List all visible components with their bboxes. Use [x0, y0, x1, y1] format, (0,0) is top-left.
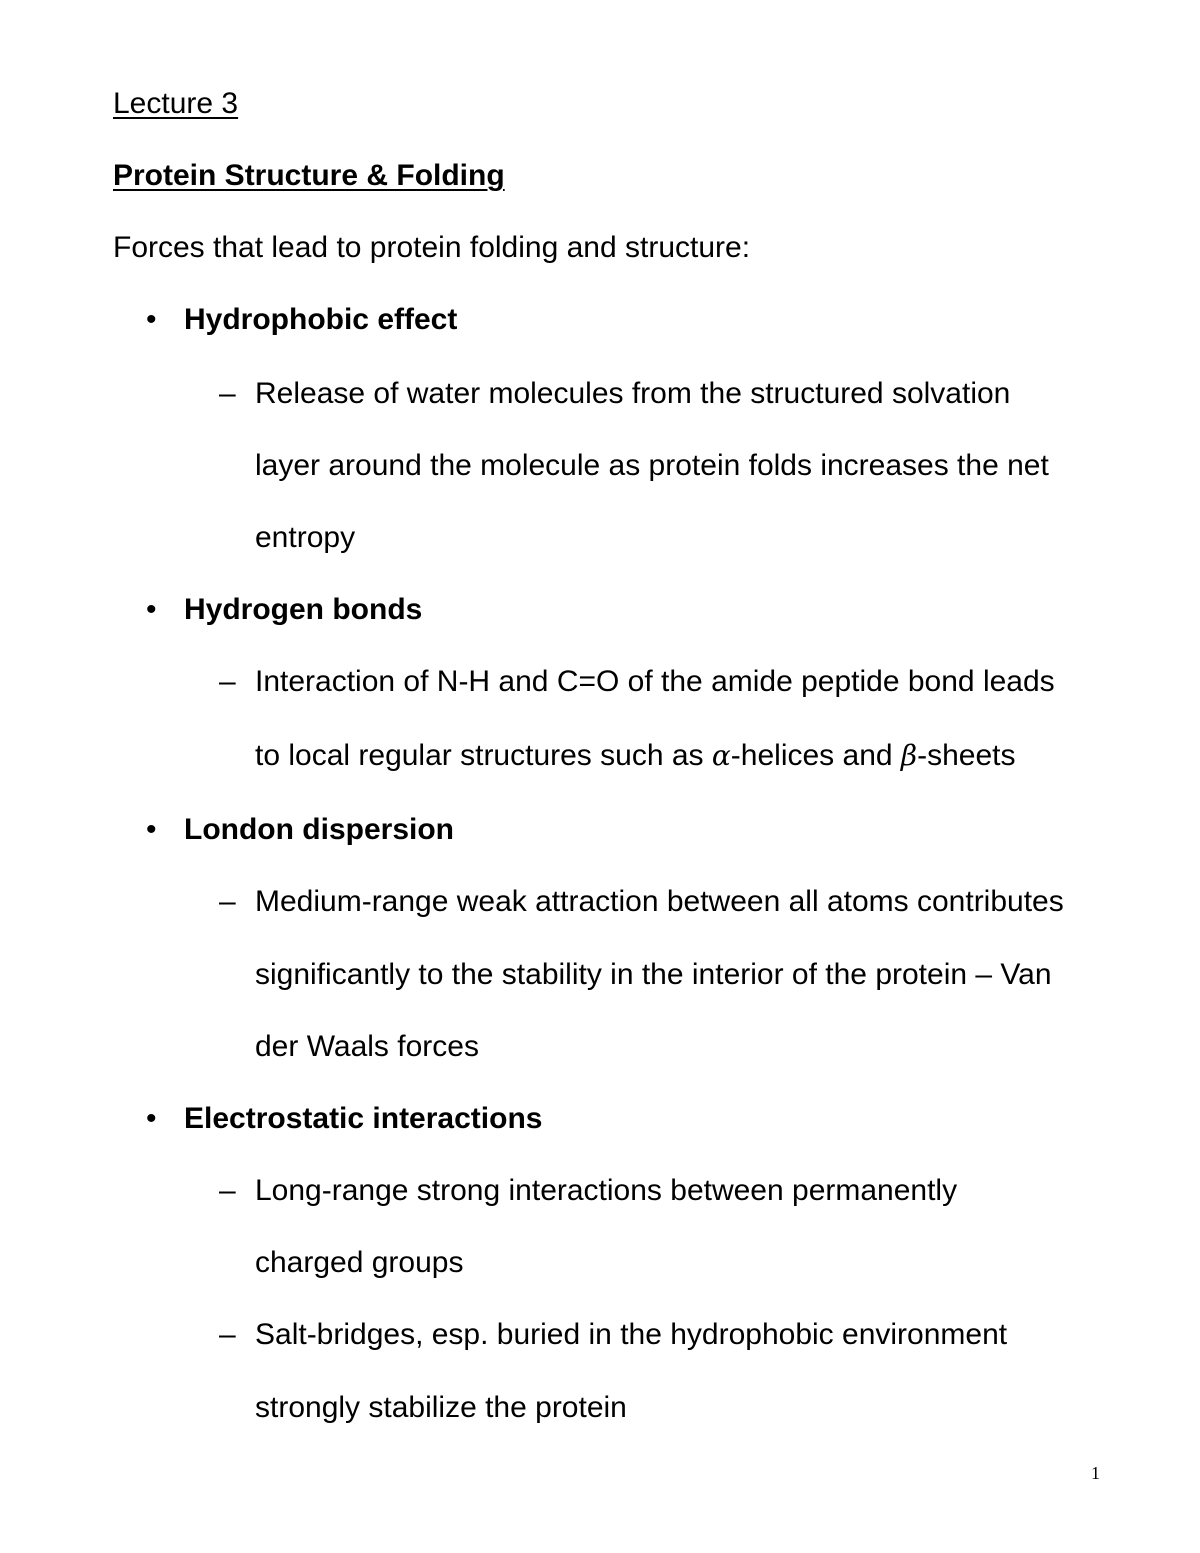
- bullet-marker: •: [146, 813, 157, 846]
- list-item-line: Medium-range weak attraction between all atoms contributes: [255, 885, 1064, 918]
- section-heading-electrostatic: Electrostatic interactions: [184, 1102, 543, 1135]
- dash-marker: –: [219, 665, 236, 698]
- text-fragment: to local regular structures such as: [255, 739, 712, 772]
- bullet-marker: •: [146, 303, 157, 336]
- section-heading-london-dispersion: London dispersion: [184, 813, 454, 846]
- dash-marker: –: [219, 885, 236, 918]
- page-title: Protein Structure & Folding: [113, 159, 505, 192]
- text-fragment: -sheets: [917, 739, 1016, 772]
- dash-marker: –: [219, 1174, 236, 1207]
- list-item-line: charged groups: [255, 1246, 464, 1279]
- list-item-line: Release of water molecules from the structured solvation: [255, 377, 1011, 410]
- dash-marker: –: [219, 377, 236, 410]
- text-fragment: -helices and: [730, 739, 901, 772]
- list-item-line: Interaction of N-H and C=O of the amide peptide bond leads: [255, 665, 1055, 698]
- bullet-marker: •: [146, 1102, 157, 1135]
- list-item-line: der Waals forces: [255, 1030, 479, 1063]
- intro-text: Forces that lead to protein folding and structure:: [113, 231, 751, 264]
- bullet-marker: •: [146, 593, 157, 626]
- beta-symbol: β: [900, 739, 918, 772]
- section-heading-hydrogen-bonds: Hydrogen bonds: [184, 593, 423, 626]
- list-item-line: Salt-bridges, esp. buried in the hydrophobic environment: [255, 1318, 1008, 1351]
- list-item-line: layer around the molecule as protein folds increases the net: [255, 449, 1049, 482]
- list-item-line: strongly stabilize the protein: [255, 1391, 627, 1424]
- list-item-line: Long-range strong interactions between permanently: [255, 1174, 958, 1207]
- section-heading-hydrophobic: Hydrophobic effect: [184, 303, 458, 336]
- lecture-label: Lecture 3: [113, 87, 239, 120]
- page-number: 1: [1091, 1463, 1100, 1483]
- dash-marker: –: [219, 1318, 236, 1351]
- list-item-line: significantly to the stability in the interior of the protein – Van: [255, 958, 1052, 991]
- list-item-line: entropy: [255, 521, 356, 554]
- alpha-symbol: α: [711, 739, 731, 772]
- list-item-line-greek: [255, 738, 1015, 774]
